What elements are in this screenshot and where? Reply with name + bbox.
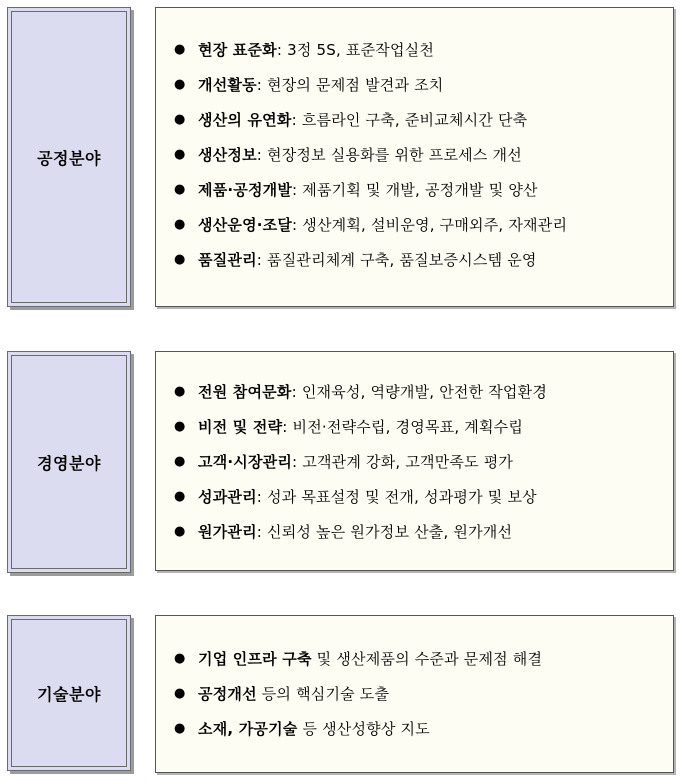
list-item: ● 생산의 유연화 : 흐름라인 구축, 준비교체시간 단축 [174, 110, 528, 129]
bullet-icon: ● [174, 252, 186, 267]
list-item: ● 비전 및 전략 : 비전·전략수립, 경영목표, 계획수립 [174, 417, 524, 436]
process-section-label-box [7, 7, 131, 307]
list-item: ● 생산정보 : 현장정보 실용화를 위한 프로세스 개선 [174, 145, 522, 164]
bullet-icon: ● [174, 524, 186, 539]
bullet-icon: ● [174, 721, 186, 736]
list-item: ● 개선활동 : 현장의 문제점 발견과 조치 [174, 75, 444, 94]
technology-section-label-box [7, 615, 131, 771]
list-item: ● 원가관리 : 신뢰성 높은 원가정보 산출, 원가개선 [174, 522, 513, 541]
bullet-icon: ● [174, 651, 186, 666]
management-section-label: 경영분야 [37, 453, 101, 473]
bullet-icon: ● [174, 217, 186, 232]
process-section-label: 공정분야 [37, 148, 101, 168]
list-item: ● 품질관리 : 품질관리체계 구축, 품질보증시스템 운영 [174, 250, 537, 269]
technology-item-list [174, 641, 667, 746]
bullet-icon: ● [174, 384, 186, 399]
bullet-icon: ● [174, 112, 186, 127]
bullet-icon: ● [174, 686, 186, 701]
bullet-icon: ● [174, 77, 186, 92]
bullet-icon: ● [174, 419, 186, 434]
bullet-icon: ● [174, 454, 186, 469]
bullet-icon: ● [174, 147, 186, 162]
management-item-list [174, 374, 667, 549]
list-item: ● 성과관리 : 성과 목표설정 및 전개, 성과평가 및 보상 [174, 487, 537, 506]
bullet-icon: ● [174, 182, 186, 197]
technology-section-content [155, 615, 674, 773]
management-section-label-box [7, 351, 131, 573]
list-item: ● 생산운영·조달 : 생산계획, 설비운영, 구매외주, 자재관리 [174, 215, 568, 234]
technology-section-label: 기술분야 [37, 684, 101, 704]
list-item: ● 소재, 가공기술 등 생산성향상 지도 [174, 720, 430, 738]
list-item: ● 전원 참여문화 : 인재육성, 역량개발, 안전한 작업환경 [174, 382, 548, 401]
process-section-content [155, 7, 674, 307]
list-item: ● 공정개선 등의 핵심기술 도출 [174, 685, 390, 703]
process-item-list [174, 32, 667, 277]
bullet-icon: ● [174, 489, 186, 504]
list-item: ● 기업 인프라 구축 및 생산제품의 수준과 문제점 해결 [174, 650, 543, 668]
management-section-content [155, 351, 674, 571]
list-item: ● 현장 표준화 : 3정 5S, 표준작업실천 [174, 40, 435, 59]
list-item: ● 고객·시장관리 : 고객관계 강화, 고객만족도 평가 [174, 452, 514, 471]
bullet-icon: ● [174, 42, 186, 57]
list-item: ● 제품·공정개발 : 제품기획 및 개발, 공정개발 및 양산 [174, 180, 538, 199]
